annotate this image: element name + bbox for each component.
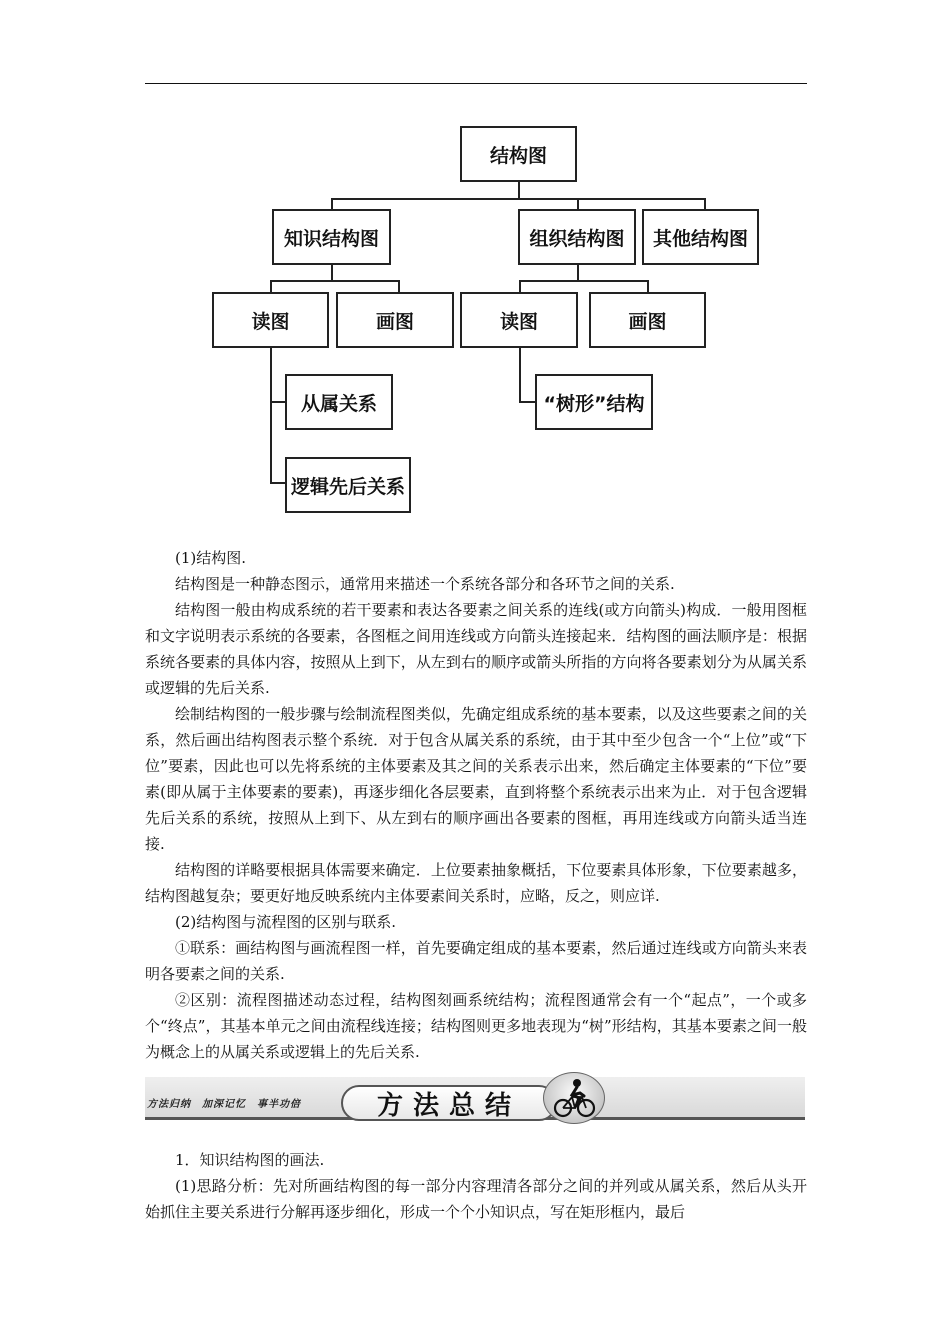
- banner-title: 方法总结: [341, 1085, 557, 1121]
- cyclist-graphic: [544, 1073, 604, 1123]
- node-logical-order-relation: 逻辑先后关系: [285, 457, 411, 513]
- body-text: [145, 545, 807, 1065]
- connector-line: [577, 264, 579, 281]
- node-knowledge-structure: 知识结构图: [272, 209, 391, 265]
- method-text: [145, 1147, 807, 1225]
- connector-line: [270, 280, 272, 292]
- connector-line: [647, 280, 649, 292]
- node-read-left: 读图: [212, 292, 329, 348]
- connector-line: [270, 482, 285, 484]
- connector-line: [270, 347, 272, 483]
- connector-line: [270, 280, 400, 282]
- node-tree-structure: “树形”结构: [535, 374, 653, 430]
- connector-line: [519, 347, 521, 402]
- paragraph: (1)结构图.: [175, 549, 247, 567]
- connector-line: [270, 401, 285, 403]
- structure-diagram: [200, 112, 780, 522]
- node-read-right: 读图: [460, 292, 578, 348]
- paragraph: 结构图一般由构成系统的若干要素和表达各要素之间关系的连线(或方向箭头)构成．一般用图框和文字说明表示系统的各要素，各图框之间用连线或方向箭头连接起来．结构图的画法顺序是：根据系统各要素的具体内容，按照从上到下，从左到右的顺序或箭头所指的方向将各要素划分为从属关系或逻辑的先后关系.: [145, 601, 807, 697]
- connector-line: [519, 401, 535, 403]
- banner-slogan: 方法归纳 加深记忆 事半功倍: [147, 1099, 301, 1110]
- paragraph: 1．知识结构图的画法.: [175, 1151, 325, 1169]
- node-root: 结构图: [460, 126, 577, 182]
- connector-line: [331, 264, 333, 281]
- node-draw-right: 画图: [589, 292, 706, 348]
- cyclist-icon: [543, 1072, 605, 1124]
- node-organization-structure: 组织结构图: [518, 209, 636, 265]
- paragraph: 结构图的详略要根据具体需要来确定．上位要素抽象概括，下位要素具体形象，下位要素越多，结构图越复杂；要更好地反映系统内主体要素间关系时，应略，反之，则应详.: [145, 861, 807, 905]
- method-summary-banner: [145, 1071, 805, 1127]
- connector-line: [519, 280, 521, 292]
- connector-line: [331, 198, 706, 200]
- node-draw-left: 画图: [336, 292, 454, 348]
- connector-line: [398, 280, 400, 292]
- paragraph: ①联系：画结构图与画流程图一样，首先要确定组成的基本要素，然后通过连线或方向箭头来表明各要素之间的关系.: [145, 939, 807, 983]
- paragraph: ②区别：流程图描述动态过程，结构图刻画系统结构；流程图通常会有一个“起点”，一个或多个“终点”，其基本单元之间由流程线连接；结构图则更多地表现为“树”形结构，其基本要素之间一般为概念上的从属关系或逻辑上的先后关系.: [145, 991, 807, 1061]
- node-other-structure: 其他结构图: [642, 209, 759, 265]
- connector-line: [518, 182, 520, 199]
- paragraph: 结构图是一种静态图示，通常用来描述一个系统各部分和各环节之间的关系.: [175, 575, 675, 593]
- header-rule: [145, 83, 807, 84]
- paragraph: (1)思路分析：先对所画结构图的每一部分内容理清各部分之间的并列或从属关系，然后从头开始抓住主要关系进行分解再逐步细化，形成一个个小知识点，写在矩形框内，最后: [145, 1177, 807, 1221]
- paragraph: 绘制结构图的一般步骤与绘制流程图类似，先确定组成系统的基本要素，以及这些要素之间的关系，然后画出结构图表示整个系统．对于包含从属关系的系统，由于其中至少包含一个“上位”或“下位”要素，因此也可以先将系统的主体要素及其之间的关系表示出来，然后确定主体要素的“下位”要素(即从属于主体要素的要素)，再逐步细化各层要素，直到将整个系统表示出来为止．对于包含逻辑先后关系的系统，按照从上到下、从左到右的顺序画出各要素的图框，再用连线或方向箭头适当连接.: [145, 705, 807, 853]
- paragraph: (2)结构图与流程图的区别与联系.: [175, 913, 397, 931]
- connector-line: [519, 280, 649, 282]
- node-subordinate-relation: 从属关系: [285, 374, 393, 430]
